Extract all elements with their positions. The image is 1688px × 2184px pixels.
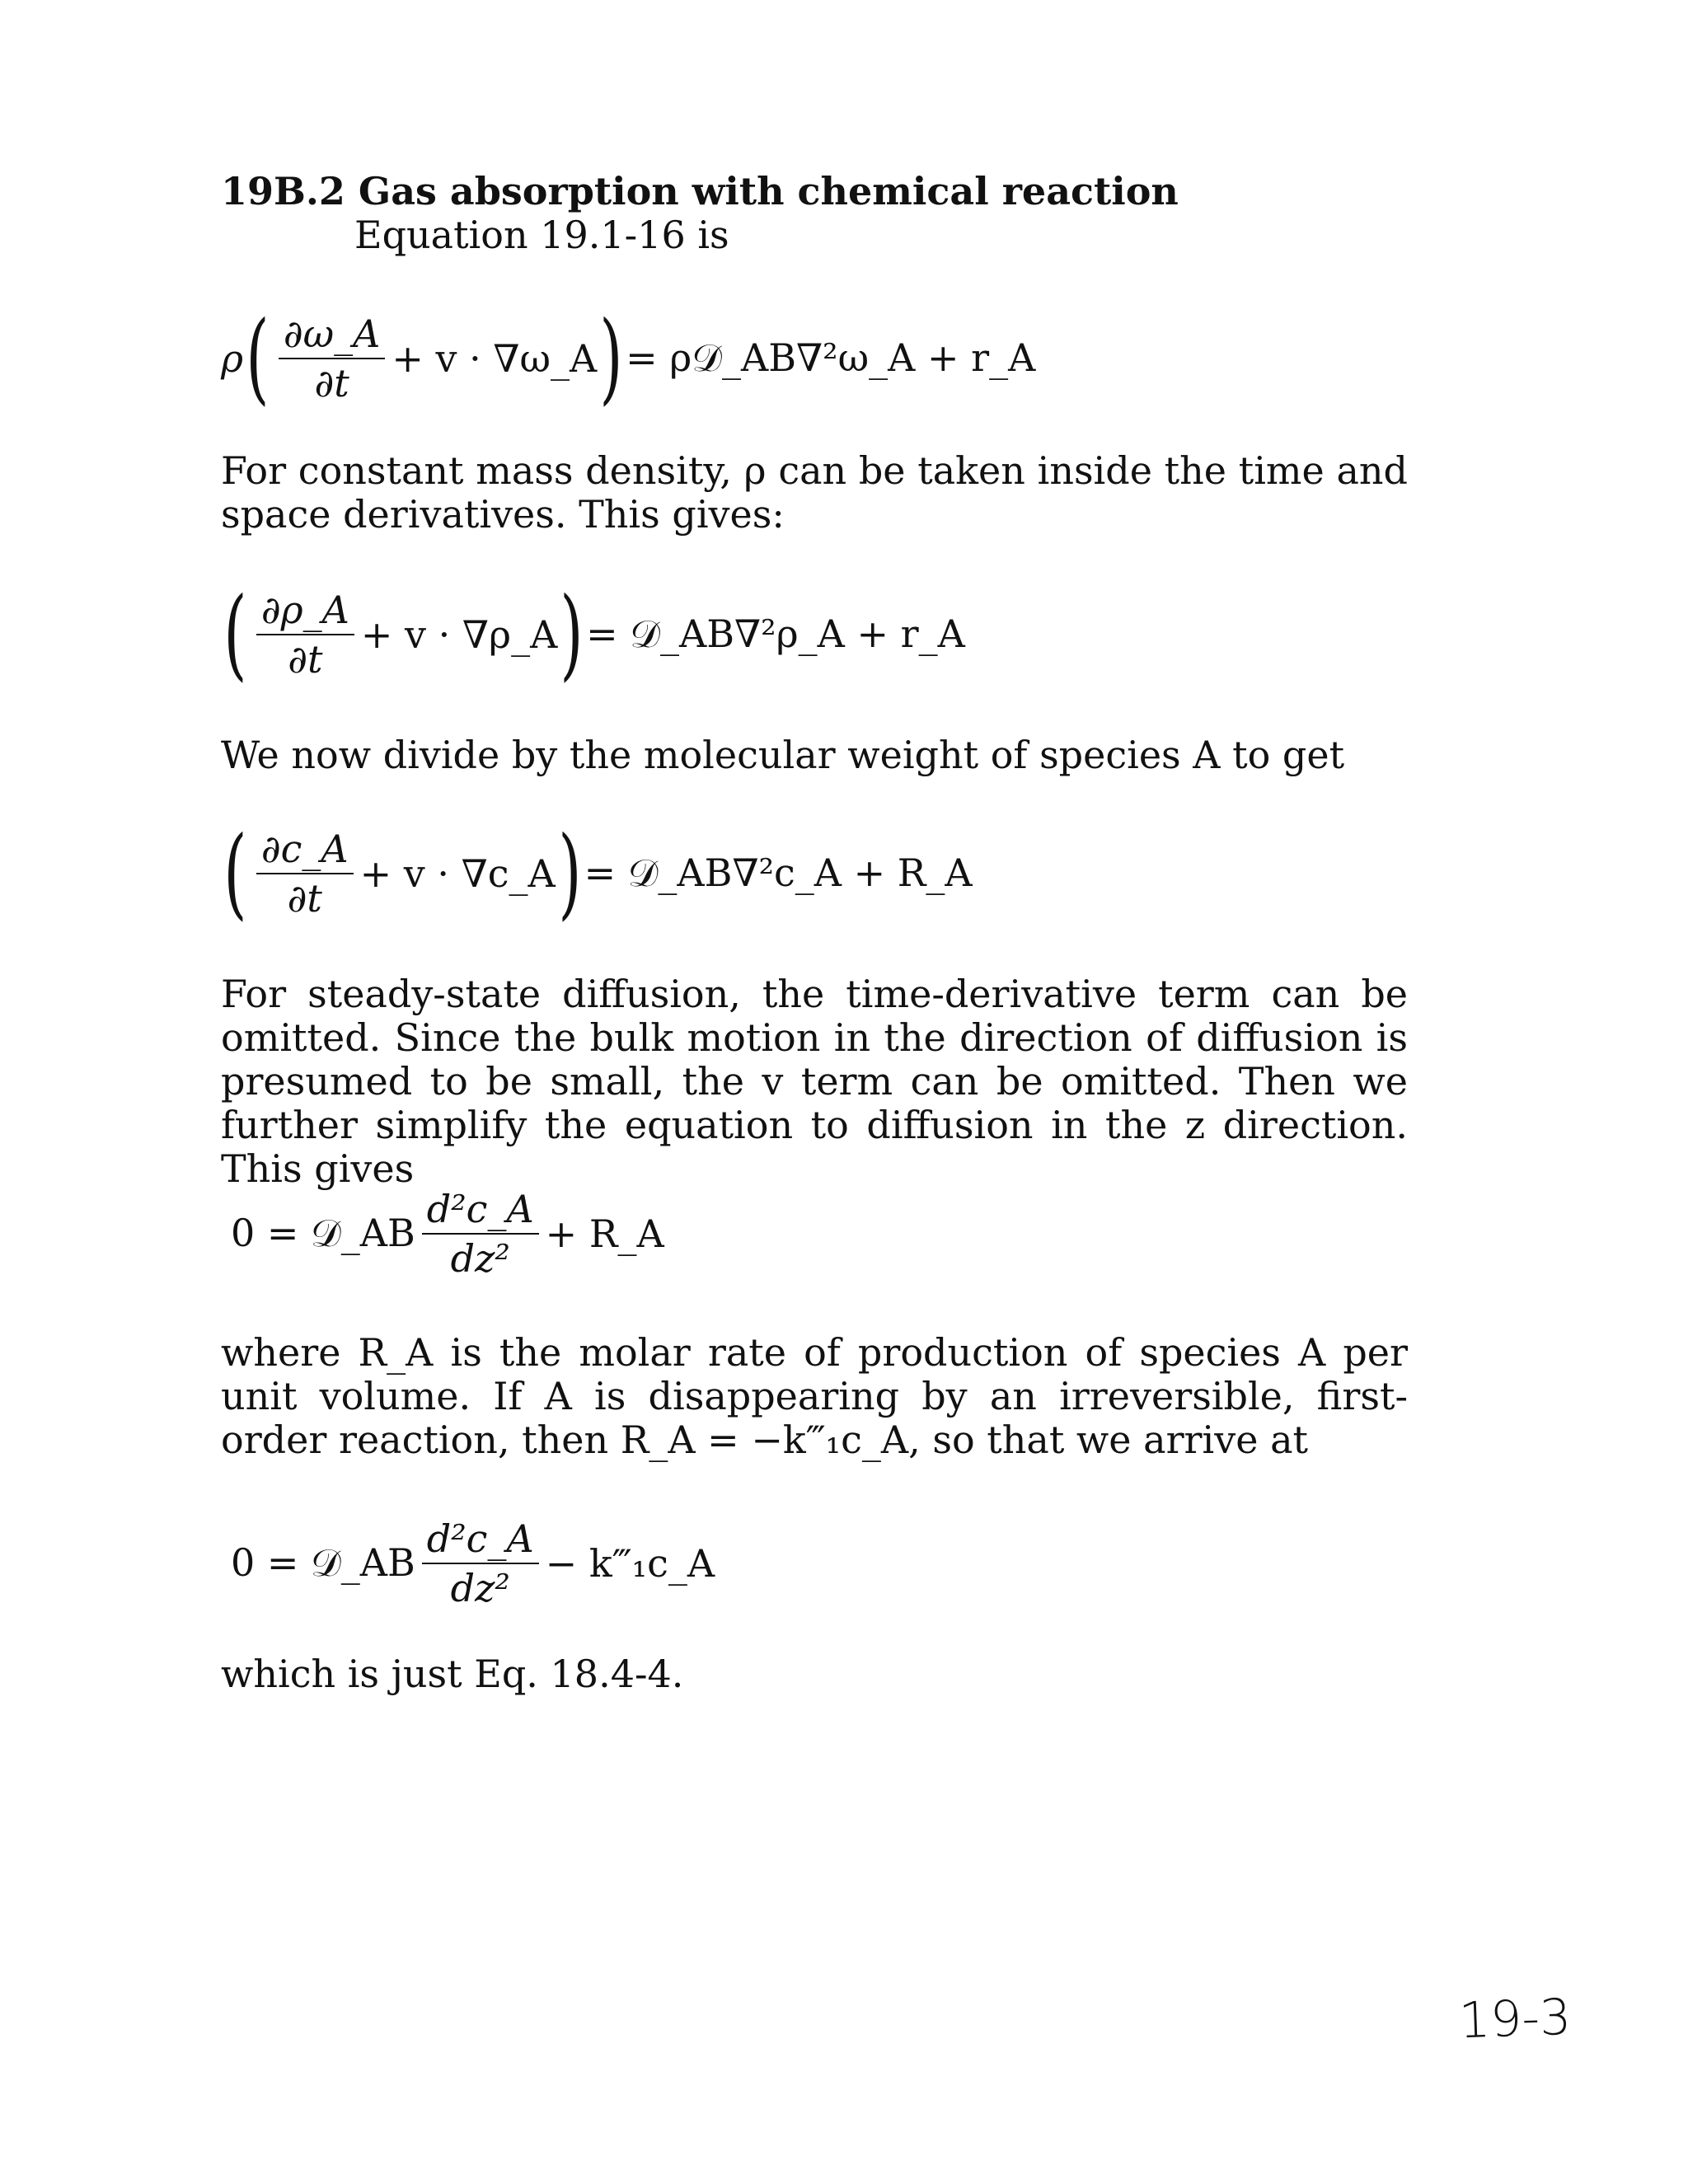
equation-3-fraction (256, 827, 354, 921)
paragraph-2: We now divide by the molecular weight of species A to get (221, 733, 1345, 777)
equation-2-rhs: = 𝒟_AB∇²ρ_A + r_A (586, 612, 965, 656)
right-paren: ) (560, 577, 584, 691)
equation-1-numerator: ∂ω_A (279, 312, 386, 359)
equation-5-rhs: − k‴₁c_A (545, 1541, 715, 1586)
equation-5-denominator: dz² (450, 1566, 510, 1610)
equation-4-lhs: 0 = 𝒟_AB (231, 1211, 415, 1255)
paragraph-4: where R_A is the molar rate of production of species A per unit volume. If A is disappearing by an irreversible, first-order reaction, then R_A = −k‴₁c_A, so that we arrive at (221, 1330, 1408, 1462)
equation-2-middle: + v · ∇ρ_A (360, 612, 558, 657)
equation-3-rhs: = 𝒟_AB∇²c_A + R_A (584, 851, 973, 895)
paragraph-5: which is just Eq. 18.4-4. (221, 1652, 684, 1696)
equation-3-middle: + v · ∇c_A (359, 851, 556, 896)
equation-3-numerator: ∂c_A (256, 827, 354, 874)
left-paren: ( (223, 816, 247, 930)
equation-1-fraction (279, 312, 386, 405)
equation-1-rhs: = ρ𝒟_AB∇²ω_A + r_A (626, 335, 1036, 380)
equation-3 (221, 816, 973, 930)
problem-heading: 19B.2 Gas absorption with chemical reaction (221, 169, 1179, 213)
right-paren: ) (599, 301, 623, 415)
equation-1-denominator: ∂t (314, 361, 349, 405)
equation-2 (221, 577, 965, 691)
right-paren: ) (558, 816, 582, 930)
equation-4-rhs: + R_A (545, 1212, 664, 1256)
page-number: 19-3 (1457, 1988, 1573, 2050)
problem-subheading: Equation 19.1-16 is (354, 213, 729, 257)
equation-1-lead: ρ (221, 336, 244, 381)
equation-5-fraction (422, 1516, 539, 1610)
equation-1-middle: + v · ∇ω_A (392, 336, 598, 381)
left-paren: ( (223, 577, 247, 691)
equation-4-denominator: dz² (450, 1236, 510, 1281)
equation-2-denominator: ∂t (288, 637, 323, 682)
equation-4-numerator: d²c_A (422, 1187, 539, 1235)
equation-5-numerator: d²c_A (422, 1516, 539, 1564)
equation-5-lhs: 0 = 𝒟_AB (231, 1540, 415, 1585)
paragraph-1: For constant mass density, ρ can be taken inside the time and space derivatives. This gives: (221, 448, 1408, 537)
equation-4-fraction (422, 1187, 539, 1281)
paragraph-3: For steady-state diffusion, the time-derivative term can be omitted. Since the bulk motion in the direction of diffusion is presumed to be small, the v term can be omitted. Then we further simplify the equation to diffusion in the z direction. This gives (221, 972, 1408, 1191)
equation-4 (231, 1187, 664, 1281)
equation-1 (221, 301, 1036, 415)
equation-3-denominator: ∂t (287, 876, 322, 921)
left-paren: ( (246, 301, 270, 415)
equation-5 (231, 1516, 715, 1610)
equation-2-numerator: ∂ρ_A (256, 588, 354, 635)
equation-2-fraction (256, 588, 354, 682)
